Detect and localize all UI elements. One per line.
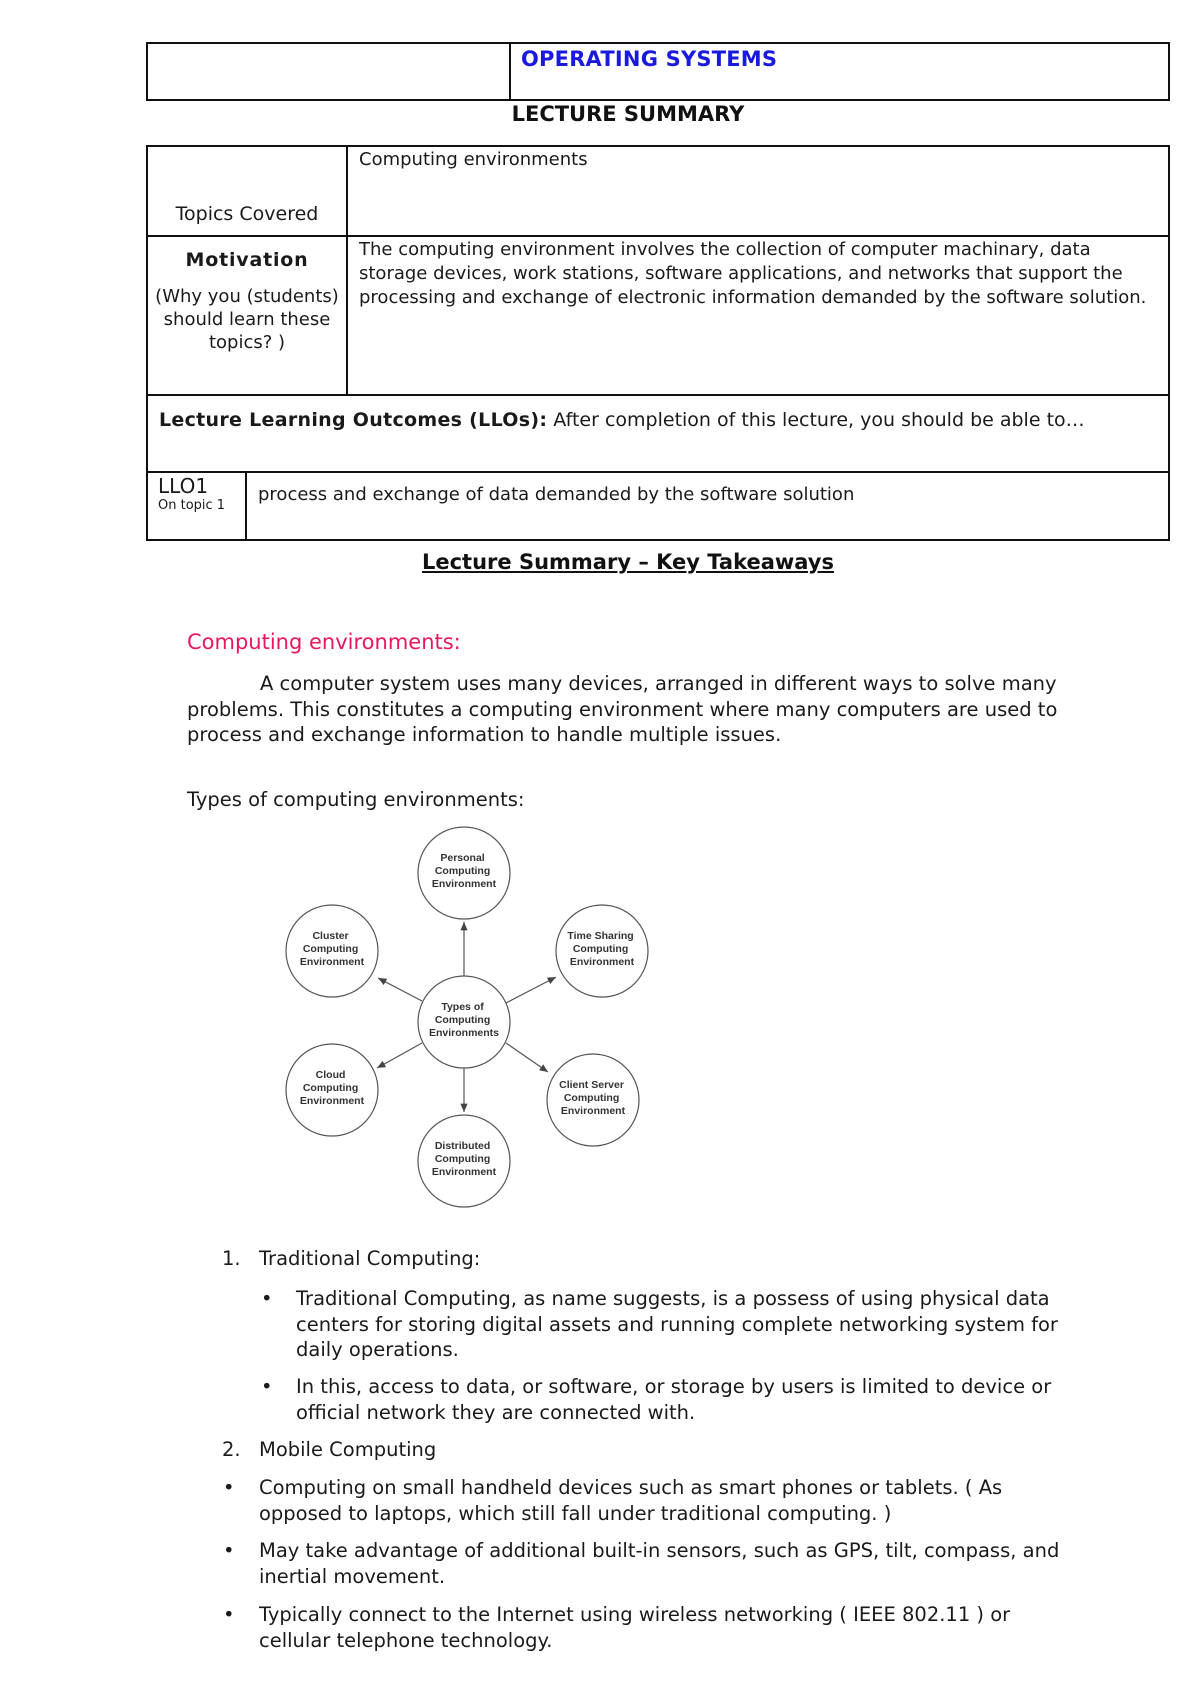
bullet-icon: • — [261, 1375, 273, 1398]
course-title: OPERATING SYSTEMS — [521, 47, 778, 71]
motivation-label-cell — [148, 237, 348, 394]
node-center-label: Types of Computing Environments — [428, 1001, 500, 1039]
list-item-traditional-bullet-1: Traditional Computing, as name suggests, is a possess of using physical data centers for storing digital assets and running complete networking system for daily operations. — [296, 1287, 1058, 1361]
course-title-cell — [511, 44, 1168, 99]
llo-code-cell — [148, 473, 247, 539]
motivation-label: Motivation — [185, 249, 309, 271]
node-cluster-label: Cluster Computing Environment — [299, 930, 365, 968]
node-cloud-label: Cloud Computing Environment — [299, 1069, 365, 1107]
bullet-icon: • — [223, 1603, 235, 1626]
types-label: Types of computing environments: — [187, 788, 525, 811]
arrow-to-time-sharing — [506, 977, 556, 1003]
intro-paragraph: A computer system uses many devices, arranged in different ways to solve many problems. This constitutes a computing environment where many computers are used to process and exchange information to handle multiple issues. — [187, 672, 1058, 746]
arrow-to-cloud — [377, 1043, 422, 1068]
page-title: LECTURE SUMMARY — [511, 102, 745, 126]
list-item-mobile-bullet-2: May take advantage of additional built-in sensors, such as GPS, tilt, compass, and inertial movement. — [259, 1539, 1060, 1588]
llo-topic: On topic 1 — [158, 498, 226, 513]
node-personal-label: Personal Computing Environment — [431, 852, 497, 890]
llo-header-rest: After completion of this lecture, you should be able to… — [547, 409, 1085, 431]
course-header-table — [146, 42, 1170, 101]
llo-header-row — [148, 396, 1168, 473]
computing-environments-diagram — [280, 825, 660, 1215]
topics-label: Topics Covered — [148, 147, 348, 235]
node-client-server-label: Client Server Computing Environment — [559, 1079, 626, 1117]
llo-code: LLO1 — [158, 474, 209, 498]
llo-text: process and exchange of data demanded by the software solution — [258, 484, 855, 505]
list-item-mobile-bullet-1: Computing on small handheld devices such as smart phones or tablets. ( As opposed to laptops, which still fall under traditional computing. ) — [259, 1476, 1003, 1525]
arrow-to-cluster — [378, 978, 422, 1001]
bullet-icon: • — [223, 1476, 235, 1499]
bullet-icon: • — [223, 1539, 235, 1562]
list-number-1: 1. — [222, 1247, 241, 1270]
list-number-2: 2. — [222, 1438, 241, 1461]
logo-cell — [148, 44, 511, 99]
section-heading: Computing environments: — [187, 630, 461, 654]
list-item-traditional-bullet-2: In this, access to data, or software, or storage by users is limited to device or official network they are connected with. — [296, 1375, 1052, 1424]
summary-table — [146, 145, 1170, 541]
motivation-value: The computing environment involves the collection of computer machinary, data storage devices, work stations, software applications, and networks that support the processing and exchange of electronic information demanded by the software solution. — [359, 239, 1147, 308]
topics-value: Computing environments — [359, 149, 588, 170]
llo-header-text — [159, 407, 1085, 460]
node-time-sharing-label: Time Sharing Computing Environment — [567, 930, 635, 968]
llo-row — [148, 473, 1168, 539]
list-item-mobile-bullet-3: Typically connect to the Internet using wireless networking ( IEEE 802.11 ) or cellular telephone technology. — [259, 1603, 1011, 1652]
key-takeaways-title: Lecture Summary – Key Takeaways — [421, 550, 834, 574]
llo-header-bold: Lecture Learning Outcomes (LLOs): — [159, 409, 548, 431]
node-distributed-label: Distributed Computing Environment — [431, 1140, 497, 1178]
motivation-row — [148, 237, 1168, 396]
list-item-mobile-title: Mobile Computing — [259, 1438, 437, 1461]
arrow-to-client-server — [506, 1043, 548, 1072]
list-item-traditional-title: Traditional Computing: — [259, 1247, 481, 1270]
motivation-sublabel: (Why you (students) should learn these topics? ) — [155, 286, 339, 353]
topics-row — [148, 147, 1168, 237]
bullet-icon: • — [261, 1287, 273, 1310]
